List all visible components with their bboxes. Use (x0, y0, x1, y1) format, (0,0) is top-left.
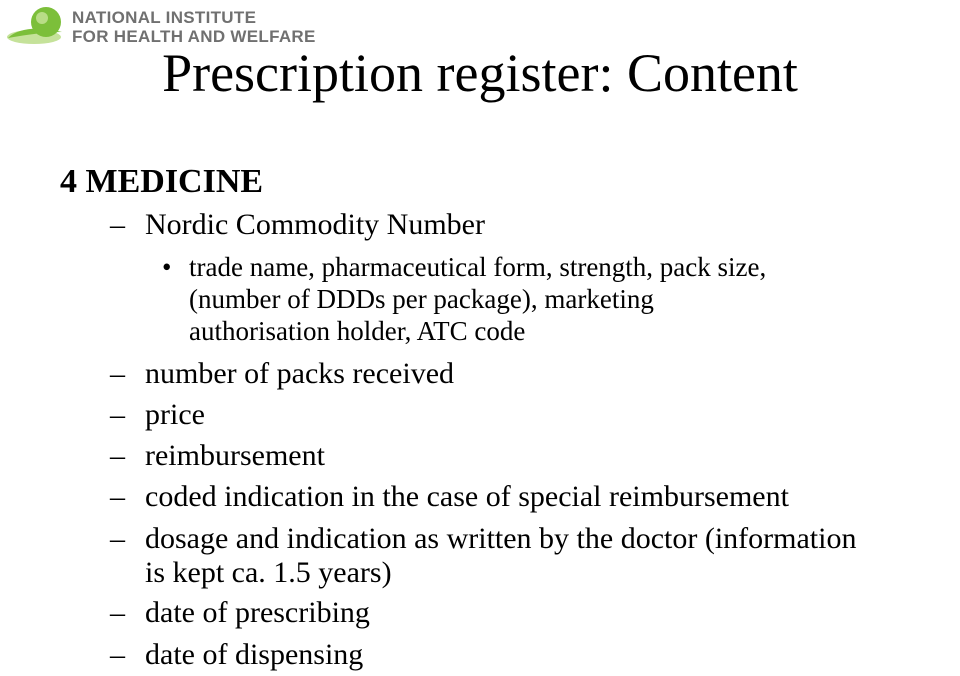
text-line: dosage and indication as written by the doctor (information (145, 522, 857, 555)
logo-line-1: NATIONAL INSTITUTE (72, 8, 257, 27)
logo-line-2: FOR HEALTH AND WELFARE (72, 27, 316, 46)
bullet-marker: • (162, 252, 172, 282)
text-line: (number of DDDs per package), marketing (189, 284, 654, 314)
dash-marker: – (110, 208, 125, 241)
sub-list-item-text (189, 251, 766, 347)
list-item-text (145, 522, 856, 590)
text-line: is kept ca. 1.5 years) (145, 556, 392, 589)
dash-marker: – (110, 638, 125, 671)
text-line: authorisation holder, ATC code (189, 316, 526, 346)
dash-marker: – (110, 480, 125, 513)
list-item-text: reimbursement (145, 439, 325, 472)
dash-marker: – (110, 398, 125, 431)
dash-marker: – (110, 439, 125, 472)
dash-marker: – (110, 357, 125, 390)
list-item-text: date of dispensing (145, 638, 364, 671)
section-heading: 4 MEDICINE (60, 163, 264, 200)
dash-marker: – (110, 596, 125, 629)
slide-title: Prescription register: Content (162, 43, 798, 103)
list-item-text: number of packs received (145, 357, 455, 390)
list-item-text: Nordic Commodity Number (145, 208, 485, 241)
text-line: trade name, pharmaceutical form, strength, pack size, (189, 252, 767, 282)
list-item-text: price (145, 398, 205, 431)
list-item-text: coded indication in the case of special reimbursement (145, 480, 789, 513)
list-item-text: date of prescribing (145, 596, 370, 629)
dash-marker: – (110, 522, 125, 555)
